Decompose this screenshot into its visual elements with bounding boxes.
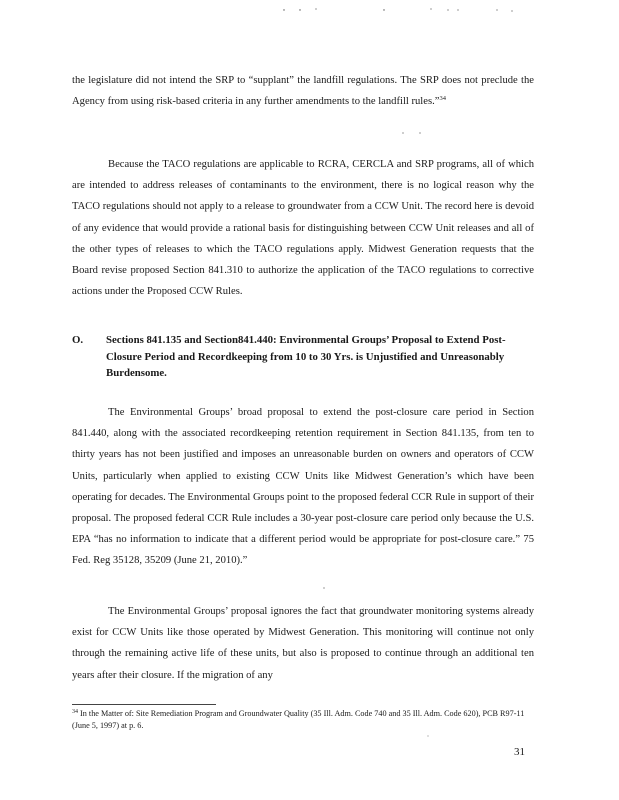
section-letter: O. — [72, 334, 84, 346]
footnote-reference: 34 — [439, 95, 446, 103]
footnote-divider — [72, 704, 216, 705]
footnote-text: In the Matter of: Site Remediation Program and Groundwater Quality (35 Ill. Adm. Code 740 and 35 Ill. Adm. Code 620), PCB R97-11 (June 5, 1997) at p. 6. — [72, 709, 525, 730]
carryover-paragraph: the legislature did not intend the SRP to “supplant” the landfill regulations. The SRP does not preclude the Agency from using risk-based criteria in any further amendments to the landfill rules.”$^{34}$ — [72, 75, 534, 108]
section-heading — [72, 332, 536, 382]
page-number: 31 — [514, 746, 525, 758]
post-closure-paragraph: The Environmental Groups’ broad proposal to extend the post-closure care period in Section 841.440, along with the associated recordkeeping retention requirement in Section 841.135, from ten to thirty years has not been justified and imposes an unreasonable burden on owners and operators of CCW Units, particularly when applied to existing CCW Units like Midwest Generation’s which have been operating for decades. The Environmental Groups point to the proposed federal CCR Rule in support of their proposal. The proposed federal CCR Rule includes a 30-year post-closure care period only because the U.S. EPA “has no information to indicate that a different period would be appropriate for post-closure care.” 75 Fed. Reg 35128, 35209 (June 21, 2010).” — [72, 407, 534, 567]
monitoring-paragraph: The Environmental Groups’ proposal ignores the fact that groundwater monitoring systems already exist for CCW Units like those operated by Midwest Generation. This monitoring will continue not only through the remaining active life of these units, but also is proposed to continue through an additional ten years after their closure. If the migration of any — [72, 606, 534, 681]
section-heading-text: Sections 841.135 and Section841.440: Environmental Groups’ Proposal to Extend Post-Closure Period and Recordkeeping from 10 to 30 Yrs. is Unjustified and Unreasonably Burdensome. — [106, 334, 506, 379]
footnote-number: 34 — [72, 709, 78, 715]
footnote — [72, 708, 532, 731]
taco-paragraph: Because the TACO regulations are applicable to RCRA, CERCLA and SRP programs, all of which are intended to address releases of contaminants to the environment, there is no logical reason why the TACO regulations should not apply to a release to groundwater from a CCW Unit. The record here is devoid of any evidence that would provide a rational basis for distinguishing between CCW Unit releases and all of the other types of releases to which the TACO regulations apply. Midwest Generation requests that the Board revise proposed Section 841.310 to authorize the application of the TACO regulations to corrective actions under the Proposed CCW Rules. — [72, 159, 534, 298]
